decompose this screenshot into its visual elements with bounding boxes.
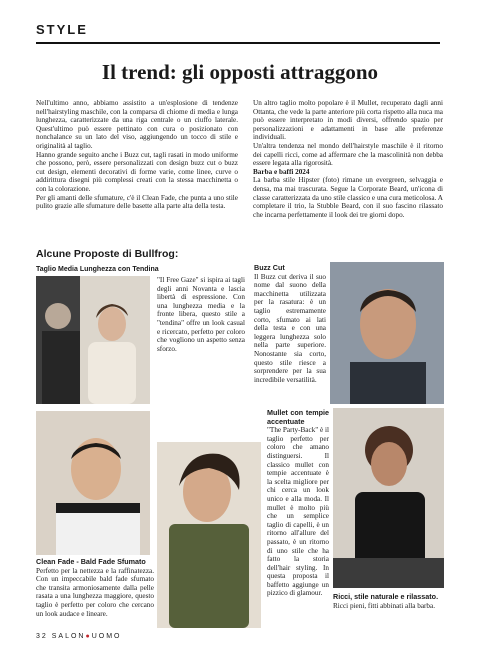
ricci-block [333,593,451,610]
tendina-title: Taglio Media Lunghezza con Tendina [36,266,159,273]
tendina-photo [36,276,150,404]
page-title: Il trend: gli opposti attraggono [101,60,379,84]
header-rule [36,42,440,44]
clean-fade-text: Perfetto per la nettezza e la raffinatezza. Con un impeccabile bald fade sfumato che transita armoniosamente dalla pelle rasata a una lunghezza maggiore, questo taglio è perfetto per coloro che cercano un look audace e lineare. [36,566,154,618]
ricci-title: Ricci, stile naturale e rilassato. [333,592,439,601]
buzz-text: Il Buzz cut deriva il suo nome dal suono della macchinetta utilizzata per la rasatura: è un taglio estremamente corto, sfumato ai lati della testa e con una leggera lunghezza solo nella parte superiore. Nonostante sia corto, questo stile riesce a sorprendere per la sua incredibile versatilità. [254,272,326,384]
article-paragraph: Hanno grande seguito anche i Buzz cut, tagli rasati in modo uniforme che possono, però, essere personalizzati con design buzz cut o buzz cut design, elementi decorativi di forme varie, come linee, curve o addirittura disegni più complessi creati con la stessa macchinetta o con la colorazione. [36,150,238,193]
page-number: 32 [36,633,48,640]
article-subheading: Barba e baffi 2024 [253,167,310,176]
footer-brand-left: SALON [51,633,86,640]
article-paragraph: Un'altra tendenza nel mondo dell'hairstyle maschile è il ritorno dei capelli ricci, come ad affermare che la mascolinità non debba essere legata alla rigorosità. [253,141,443,168]
mullet-photo [157,442,261,628]
ricci-photo [333,408,444,588]
article-paragraph: Nell'ultimo anno, abbiamo assistito a un'esplosione di tendenze nell'hairstyling maschile, con la comparsa di chiome di media e lunga lunghezza, caratterizzate da una riga centrale o un ciuffo laterale. Quest'ultimo può essere pettinato con cura o posizionato con nonchalance su un lato del viso, aggiungendo un tocco di stile e originalità al taglio. [36,99,238,150]
clean-fade-block [36,558,154,618]
article-column-right [253,99,443,219]
buzz-photo [330,262,444,404]
article-paragraph: Per gli amanti delle sfumature, c'è il Clean Fade, che punta a uno stile pulito grazie alle sfumature delle basette alla parte alta della testa. [36,193,238,211]
clean-fade-title: Clean Fade - Bald Fade Sfumato [36,557,146,566]
clean-fade-photo [36,411,150,555]
footer-dot-icon: ● [85,633,92,640]
buzz-title: Buzz Cut [254,263,285,272]
buzz-block [254,264,326,384]
article-paragraph: La barba stile Hipster (foto) rimane un evergreen, selvaggia e densa, ma mai trascurata. Segue la Corporate Beard, un'icona di classe caratterizzata da uno stile classico e una cura meticolosa. A completare il trio, la Stubble Beard, con il suo fascino rilassato che incarna perfettamente il look dei tre giorni dopo. [253,176,443,219]
ricci-text: Ricci pieni, fitti abbinati alla barba. [333,601,435,610]
mullet-block [267,409,329,598]
article-paragraph: Un altro taglio molto popolare è il Mullet, recuperato dagli anni Ottanta, che vede la parte anteriore più corta rispetto alla nuca ma può essere interpretato in modi diversi, offrendo spazio per personalizzazioni e adattamenti in base alle preferenze individuali. [253,99,443,142]
page-footer [36,633,122,640]
section-tag: STYLE [36,22,88,37]
article-column-left [36,99,238,211]
footer-brand-right: UOMO [91,633,122,640]
mullet-text: "The Party-Back" è il taglio perfetto per coloro che amano distinguersi. Il classico mullet con tempie accentuate è la scelta migliore per chi cerca un look unico e alla moda. Il mullet è molto più che un semplice taglio di capelli, è un ritorno all'allure del passato, è un ritorno di uno stile che ha fatto la storia dell'hair styling. In questa proposta il baffetto aggiunge un pizzico di glamour. [267,426,329,598]
mullet-title: Mullet con tempie accentuate [267,408,329,426]
proposals-heading: Alcune Proposte di Bullfrog: [36,248,179,260]
tendina-text: "Il Free Gaze" si ispira ai tagli degli anni Novanta e lascia libertà di espressione. Con una lunghezza media e la fronte libera, questo stile a "tendina" offre un look casual e ricercato, perfetto per coloro che vogliono un aspetto senza sforzo. [157,276,245,353]
